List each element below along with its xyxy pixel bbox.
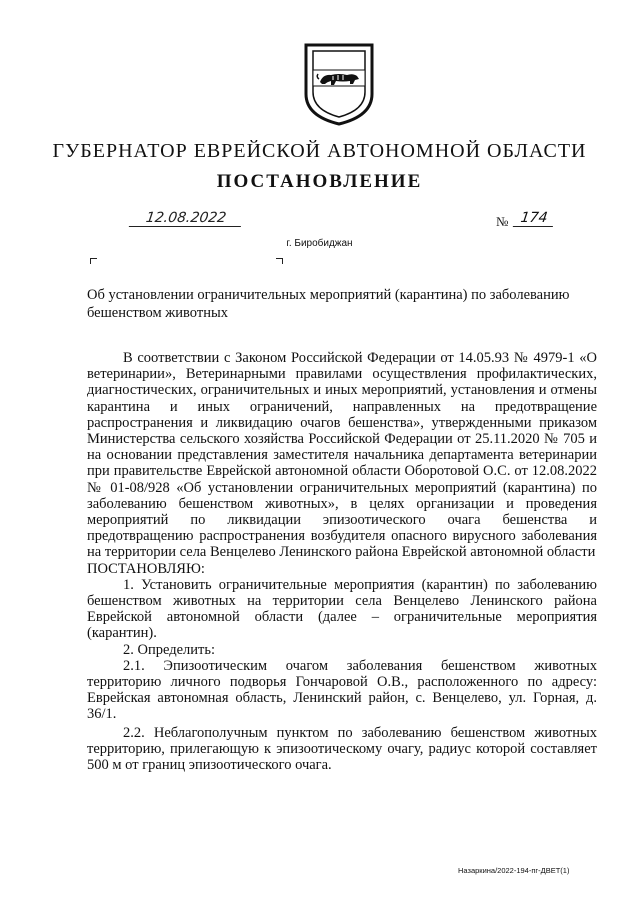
preamble-paragraph: В соответствии с Законом Российской Федерации от 14.05.93 № 4979-1 «О ветеринарии», Ветеринарными правилами осуществления профилактических, диагностических, ограничительных и иных мероприятий, установления и отмены карантина и иных ограничений, направленных на предотвращение распространения и ликвидацию очагов бешенства», утвержденными приказом Министерства сельского хозяйства Российской Федерации от 25.11.2020 № 705 и на основании представления заместителя начальника департамента ветеринарии при правительстве Еврейской автономной области Оборотовой О.С. от 12.08.2022 № 01-08/928 «Об установлении ограничительных мероприятий (карантина) по заболеванию бешенством животных», в целях организации и проведения мероприятий по ликвидации эпизоотического очага бешенства и предотвращению распространения возбудителя опасного вирусного заболевания на территории села Венцелево Ленинского района Еврейской автономной области [87, 350, 597, 561]
item-2-2: 2.2. Неблагополучным пунктом по заболеванию бешенством животных территорию, прилегающую к эпизоотическому очагу, радиус которой составляет 500 м от границ эпизоотического очага. [87, 724, 597, 774]
title-bracket-right [276, 258, 283, 264]
document-number: 174 [513, 210, 555, 227]
document-date: 12.08.2022 [129, 210, 243, 227]
document-type-heading: ПОСТАНОВЛЕНИЕ [216, 171, 423, 192]
document-body [87, 350, 597, 773]
item-2: 2. Определить: [123, 641, 216, 658]
governor-heading: ГУБЕРНАТОР ЕВРЕЙСКОЙ АВТОНОМНОЙ ОБЛАСТИ [52, 140, 587, 162]
title-bracket-left [90, 258, 97, 264]
item-1: 1. Установить ограничительные мероприятия (карантин) по заболеванию бешенством животных на территории села Венцелево Ленинского района Еврейской автономной области (далее – ограничительные мероприятия (карантин). [87, 576, 597, 642]
number-label: № [496, 214, 509, 229]
footer-reference: Назаркина/2022-194-пг-ДВЕТ(1) [458, 866, 570, 875]
decree-word: ПОСТАНОВЛЯЮ: [87, 560, 205, 577]
coat-of-arms-icon [303, 42, 375, 126]
document-title: Об установлении ограничительных мероприятий (карантина) по заболеванию бешенством животных [87, 287, 570, 321]
item-2-1: 2.1. Эпизоотическим очагом заболевания бешенством животных территорию личного подворья Гончаровой О.В., расположенного по адресу: Еврейская автономная область, Ленинский район, с. Венцелево, ул. Горная, д. 36/1. [87, 657, 597, 723]
city-line: г. Биробиджан [286, 238, 353, 249]
